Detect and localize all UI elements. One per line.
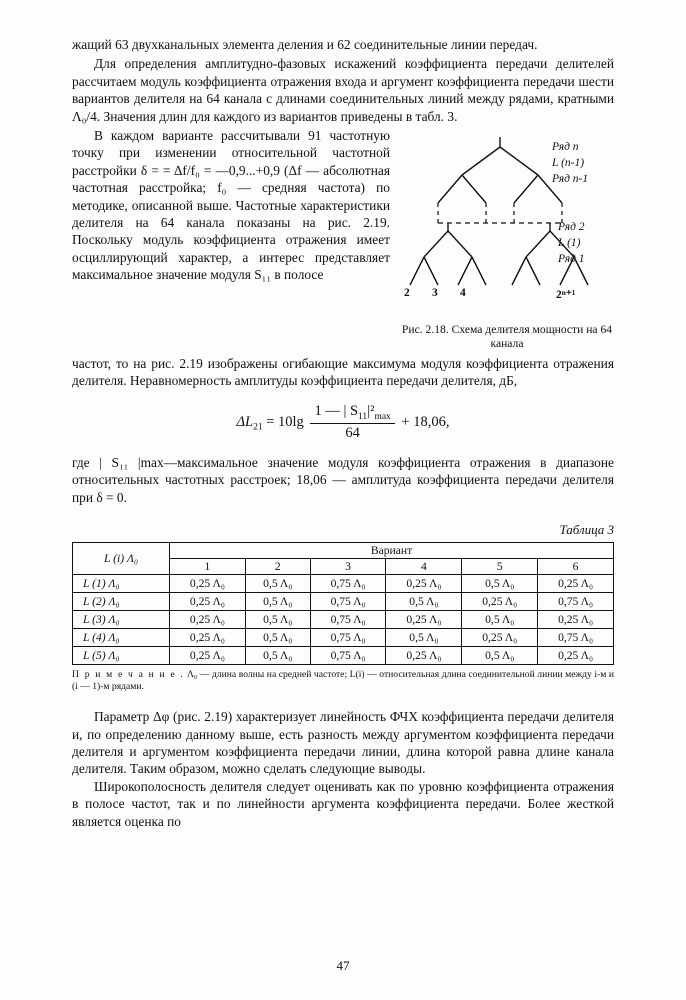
formula-num-sup: |² <box>367 402 375 419</box>
table-cell: 0,5 Λ₀ <box>245 592 310 610</box>
figure-label-row-n-minus-1: Ряд n-1 <box>552 173 589 186</box>
left-text-column <box>72 127 390 284</box>
table-cell: 0,25 Λ₀ <box>170 592 246 610</box>
table-cell: 0,75 Λ₀ <box>310 646 386 664</box>
figure-label-row-n: Ряд n <box>552 141 579 154</box>
figure-label-l-1: L (1) <box>558 237 581 250</box>
formula-tail: + 18,06, <box>401 413 450 430</box>
table-cell: 0,5 Λ₀ <box>245 610 310 628</box>
figure-leaf-label-2: 2 <box>404 287 410 300</box>
table-row-label: L (3) Λ₀ <box>73 610 170 628</box>
table-col-2: 2 <box>245 558 310 574</box>
table-corner-label: L (i) Λ₀ <box>73 542 170 574</box>
figure-leaf-label-3: 3 <box>432 287 438 300</box>
paragraph-left-column: В каждом варианте рассчитывали 91 частотную точку при изменении относительной частотной расстройки δ = = Δf/f₀ = —0,9...+0,9 (Δf — абсолютная частотная расстройка; f₀ — средняя частота) по методике, описанной выше. Частотные характеристики делителя на 64 канала показаны на рис. 2.19. Поскольку модуль коэффициента отражения имеет осциллирующий характер, а интерес представляет максимальное значение модуля S₁₁ в полосе <box>72 128 390 283</box>
table-cell: 0,5 Λ₀ <box>462 646 538 664</box>
table-row <box>73 610 614 628</box>
table-cell: 0,75 Λ₀ <box>538 592 614 610</box>
figure-caption: Рис. 2.18. Схема делителя мощности на 64 канала <box>401 323 613 351</box>
table-col-5: 5 <box>462 558 538 574</box>
table-cell: 0,5 Λ₀ <box>245 574 310 592</box>
figure-label-row-2: Ряд 2 <box>558 221 585 234</box>
figure-2-18 <box>400 127 614 317</box>
paragraph-after-figure: частот, то на рис. 2.19 изображены огибающие максимума модуля коэффициента отражения делителя. Неравномерность амплитуды коэффициента передачи делителя, дБ, <box>72 356 614 389</box>
table-col-4: 4 <box>386 558 462 574</box>
table-row-label: L (1) Λ₀ <box>73 574 170 592</box>
figure-label-l-n-minus-1: L (n-1) <box>552 157 585 170</box>
table-row-label: L (4) Λ₀ <box>73 628 170 646</box>
formula-lhs-sub: 21 <box>253 422 263 433</box>
paragraph-bottom-2: Широкополосность делителя следует оценивать как по уровню коэффициента отражения в полосе частот, так и по линейности аргумента коэффициента передачи. Более жесткой является оценка по <box>72 778 614 829</box>
variants-table <box>72 542 614 665</box>
paragraph-intro: Для определения амплитудно-фазовых искажений коэффициента передачи делителей рассчитаем модуль коэффициента отражения входа и аргумент коэффициента передачи шести вариантов делителя на 64 канала с длинами соединительных линий между рядами, кратными Λ₀/4. Значения длин для каждого из вариантов приведены в табл. 3. <box>72 56 614 124</box>
figure-label-row-1: Ряд 1 <box>558 253 585 266</box>
table-cell: 0,25 Λ₀ <box>538 610 614 628</box>
table-cell: 0,25 Λ₀ <box>386 610 462 628</box>
table-cell: 0,5 Λ₀ <box>462 610 538 628</box>
formula-num-sub: 11 <box>358 411 368 422</box>
formula-lhs: ΔL <box>236 413 254 430</box>
table-note-text: Λ₀ — длина волны на средней частоте; L(i) — относительная длина соединительной линии между i-м и (i — 1)-м рядами. <box>72 668 614 692</box>
table-cell: 0,25 Λ₀ <box>538 646 614 664</box>
page-number: 47 <box>336 958 350 973</box>
table-cell: 0,75 Λ₀ <box>310 592 386 610</box>
table-cell: 0,25 Λ₀ <box>386 646 462 664</box>
formula-denominator: 64 <box>345 424 360 441</box>
table-header-row-1 <box>73 542 614 558</box>
table-cell: 0,25 Λ₀ <box>170 628 246 646</box>
table-note-prefix: П р и м е ч а н и е . <box>72 668 185 680</box>
paragraph-top: жащий 63 двухканальных элемента деления и 62 соединительные линии передач. <box>72 37 538 52</box>
table-cell: 0,25 Λ₀ <box>170 646 246 664</box>
table-row-label: L (2) Λ₀ <box>73 592 170 610</box>
figure-leaf-label-last: 2ⁿ⁺¹ <box>556 289 576 302</box>
table-cell: 0,5 Λ₀ <box>245 628 310 646</box>
formula-equals: = 10lg <box>266 413 304 430</box>
table-col-3: 3 <box>310 558 386 574</box>
text-figure-section <box>72 127 614 351</box>
table-caption: Таблица 3 <box>559 521 614 537</box>
table-cell: 0,75 Λ₀ <box>538 628 614 646</box>
table-row <box>73 628 614 646</box>
figure-column <box>400 127 614 351</box>
table-cell: 0,5 Λ₀ <box>386 628 462 646</box>
formula-numerator <box>310 403 394 424</box>
table-cell: 0,25 Λ₀ <box>462 628 538 646</box>
formula-num-tail: max <box>374 411 391 422</box>
table-row <box>73 592 614 610</box>
page-content <box>72 36 614 830</box>
table-row <box>73 646 614 664</box>
bottom-text-block <box>72 708 614 830</box>
table-col-1: 1 <box>170 558 246 574</box>
table-cell: 0,25 Λ₀ <box>462 592 538 610</box>
figure-leaf-label-4: 4 <box>460 287 466 300</box>
table-row-label: L (5) Λ₀ <box>73 646 170 664</box>
table-cell: 0,75 Λ₀ <box>310 628 386 646</box>
table-col-6: 6 <box>538 558 614 574</box>
table-cell: 0,5 Λ₀ <box>386 592 462 610</box>
table-cell: 0,25 Λ₀ <box>170 610 246 628</box>
formula-num-text: 1 — | S <box>314 402 359 419</box>
table-cell: 0,25 Λ₀ <box>538 574 614 592</box>
table-note <box>72 669 614 692</box>
table-cell: 0,25 Λ₀ <box>170 574 246 592</box>
paragraph-where: где | S₁₁ |max—максимальное значение модуля коэффициента отражения в диапазоне относительных частотных расстроек; 18,06 — амплитуда коэффициента передачи делителя при δ = 0. <box>72 454 614 505</box>
table-cell: 0,5 Λ₀ <box>462 574 538 592</box>
table-row <box>73 574 614 592</box>
table-cell: 0,5 Λ₀ <box>245 646 310 664</box>
paragraph-bottom-1: Параметр Δφ (рис. 2.19) характеризует линейность ФЧХ коэффициента передачи делителя и, по определению данному выше, есть разность между аргументом коэффициента передачи делителя и аргументом коэффициента передачи линии, длина которой равна длине канала делителя. Таким образом, можно сделать следующие выводы. <box>72 709 614 777</box>
formula-delta-l21 <box>72 403 614 442</box>
table-cell: 0,25 Λ₀ <box>386 574 462 592</box>
formula-fraction <box>310 403 394 442</box>
table-cell: 0,75 Λ₀ <box>310 574 386 592</box>
table-group-header: Вариант <box>170 542 614 558</box>
table-cell: 0,75 Λ₀ <box>310 610 386 628</box>
